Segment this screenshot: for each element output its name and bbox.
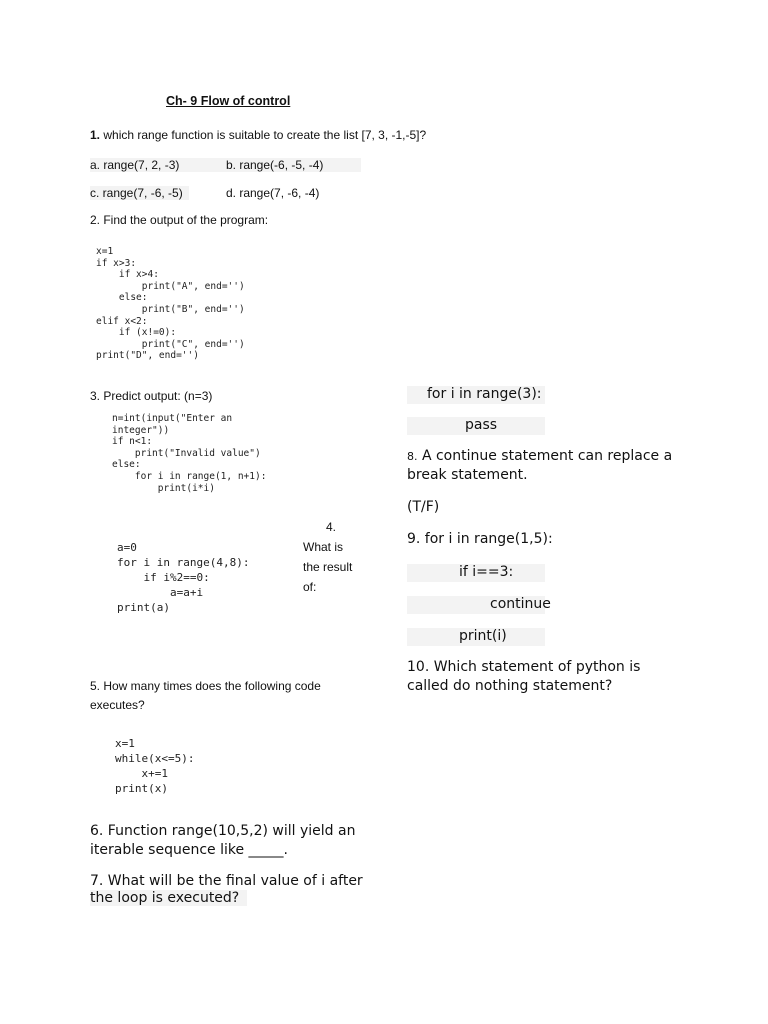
q1-option-a: a. range(7, 2, -3) [90,158,180,172]
question-5-code: x=1 while(x<=5): x+=1 print(x) [115,737,195,795]
question-1 [90,128,426,142]
question-2: 2. Find the output of the program: [90,213,269,227]
question-9-line-4: print(i) [407,628,545,646]
question-9-line-2: if i==3: [407,564,545,582]
q1-options-row-1 [90,158,361,172]
question-9-line-1: 9. for i in range(1,5): [407,531,553,547]
question-4-line-2: the result [303,560,353,574]
question-1-text: which range function is suitable to create the list [7, 3, -1,-5]? [100,128,427,142]
question-9-line-3: continue [407,596,545,614]
q1-option-d: d. range(7, -6, -4) [226,186,320,200]
question-3-code: n=int(input("Enter an integer")) if n<1: print("Invalid value") else: for i in range(1, n+1): print(i*i) [112,413,267,494]
question-1-number: 1. [90,128,101,142]
question-4-line-1: What is [303,540,344,554]
question-4-number: 4. [326,520,337,534]
question-5-line-2: executes? [90,698,145,712]
page-title: Ch- 9 Flow of control [166,94,291,108]
question-8-number: 8. [407,450,418,463]
question-4-code: a=0 for i in range(4,8): if i%2==0: a=a+i print(a) [117,541,250,614]
question-8-line-1 [407,448,672,464]
question-10-line-1: 10. Which statement of python is [407,659,641,675]
q1-options-row-2 [90,186,361,200]
question-6-line-1: 6. Function range(10,5,2) will yield an [90,823,356,839]
question-8-line-2: break statement. [407,467,528,483]
question-7-line-1: 7. What will be the final value of i after [90,873,363,889]
question-10-line-2: called do nothing statement? [407,678,613,694]
question-8-text: A continue statement can replace a [417,448,673,464]
q1-option-b: b. range(-6, -5, -4) [226,158,324,172]
q1-option-c: c. range(7, -6, -5) [90,186,189,200]
question-6-line-2: iterable sequence like _____. [90,842,288,858]
question-3: 3. Predict output: (n=3) [90,389,213,403]
question-7-code-line-2: pass [407,417,545,435]
question-2-code: x=1 if x>3: if x>4: print("A", end='') else: print("B", end='') elif x<2: if (x!=0): print("C", end='') print("D", end='') [96,246,245,362]
question-7-line-2: the loop is executed? [90,890,247,906]
question-8-answer: (T/F) [407,499,440,515]
question-5-line-1: 5. How many times does the following code [90,679,321,693]
question-7-code-line-1: for i in range(3): [407,386,545,404]
question-4-line-3: of: [303,580,317,594]
